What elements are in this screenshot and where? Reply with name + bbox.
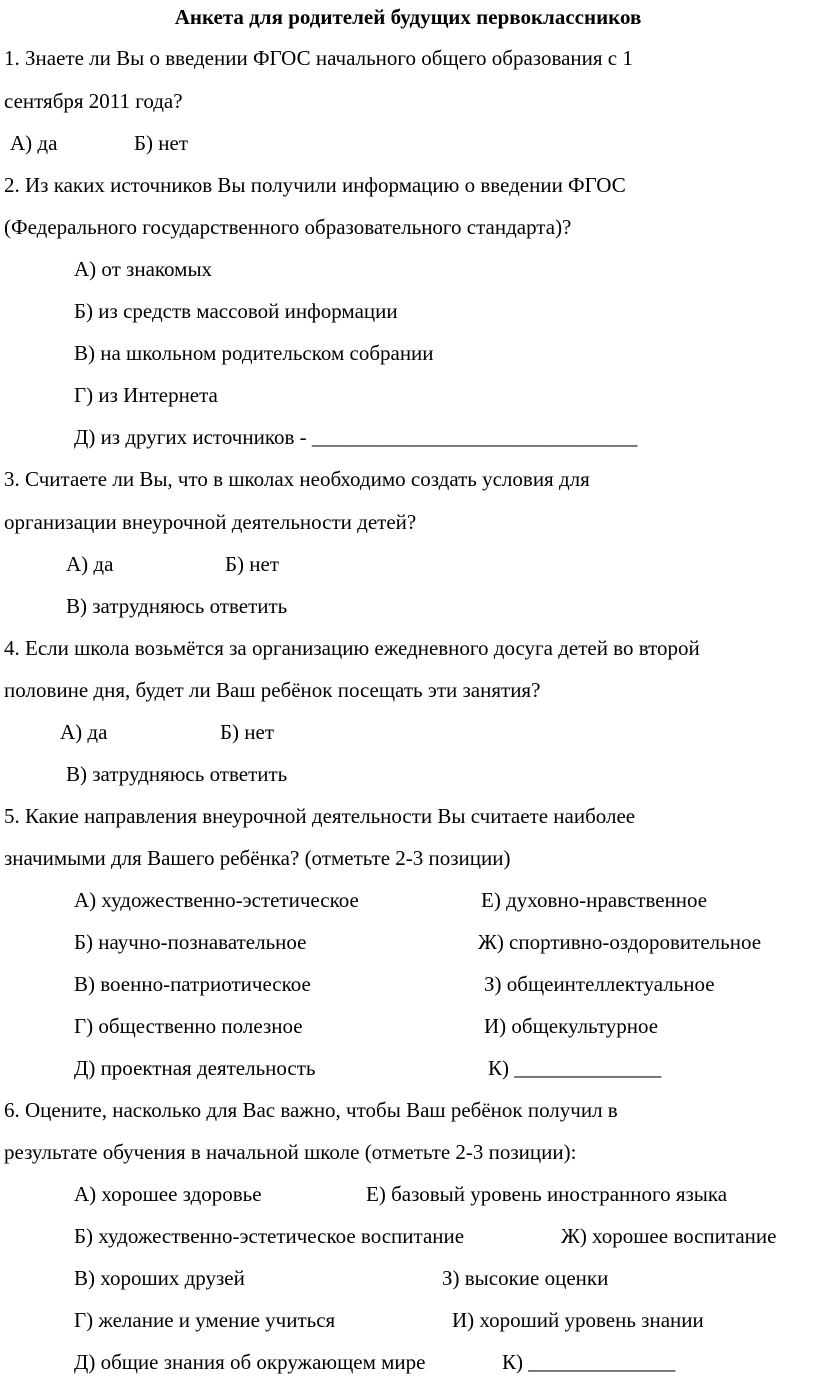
question-5-option-d: Д) проектная деятельность bbox=[74, 1056, 316, 1080]
question-5-text-line1: 5. Какие направления внеурочной деятельности Вы считаете наиболее bbox=[4, 804, 636, 828]
question-1-option-a: А) да bbox=[10, 131, 58, 155]
question-6-option-zh: Ж) хорошее воспитание bbox=[561, 1224, 777, 1248]
question-6-option-a: А) хорошее здоровье bbox=[74, 1182, 262, 1206]
question-4-option-a: А) да bbox=[60, 720, 108, 744]
question-2-option-e: Д) из других источников - _______________________________ bbox=[74, 425, 638, 449]
question-6-option-k: К) ______________ bbox=[502, 1350, 676, 1374]
question-2-option-a: А) от знакомых bbox=[74, 257, 213, 281]
question-4-option-c: В) затрудняюсь ответить bbox=[66, 762, 288, 786]
question-6-option-d: Д) общие знания об окружающем мире bbox=[74, 1350, 426, 1374]
question-4-text-line2: половине дня, будет ли Ваш ребёнок посещать эти занятия? bbox=[4, 678, 541, 702]
question-2-text-line1: 2. Из каких источников Вы получили информацию о введении ФГОС bbox=[4, 173, 626, 197]
question-6-option-v: В) хороших друзей bbox=[74, 1266, 245, 1290]
question-3-text-line1: 3. Считаете ли Вы, что в школах необходимо создать условия для bbox=[4, 467, 590, 491]
question-5-option-v: В) военно-патриотическое bbox=[74, 972, 311, 996]
question-2-option-d: Г) из Интернета bbox=[74, 383, 218, 407]
question-5-text-line2: значимыми для Вашего ребёнка? (отметьте 2-3 позиции) bbox=[4, 846, 511, 870]
question-6-option-g: Г) желание и умение учиться bbox=[74, 1308, 336, 1332]
question-3-option-a: А) да bbox=[66, 552, 114, 576]
question-2-option-b: Б) из средств массовой информации bbox=[74, 299, 398, 323]
question-6-option-z: З) высокие оценки bbox=[442, 1266, 609, 1290]
question-6-text-line1: 6. Оцените, насколько для Вас важно, чтобы Ваш ребёнок получил в bbox=[4, 1098, 618, 1122]
question-1-text-line1: 1. Знаете ли Вы о введении ФГОС начального общего образования с 1 bbox=[4, 46, 633, 70]
question-2-option-c: В) на школьном родительском собрании bbox=[74, 341, 434, 365]
question-5-option-zh: Ж) спортивно-оздоровительное bbox=[478, 930, 762, 954]
question-6-option-e: Е) базовый уровень иностранного языка bbox=[366, 1182, 728, 1206]
question-6-text-line2: результате обучения в начальной школе (отметьте 2-3 позиции): bbox=[4, 1140, 577, 1164]
question-5-option-b: Б) научно-познавательное bbox=[74, 930, 307, 954]
question-4-option-b: Б) нет bbox=[220, 720, 275, 744]
question-1-option-b: Б) нет bbox=[134, 131, 189, 155]
question-3-option-b: Б) нет bbox=[225, 552, 280, 576]
question-1-text-line2: сентября 2011 года? bbox=[4, 89, 183, 113]
question-5-option-e: Е) духовно-нравственное bbox=[481, 888, 708, 912]
question-3-option-c: В) затрудняюсь ответить bbox=[66, 594, 288, 618]
question-5-option-g: Г) общественно полезное bbox=[74, 1014, 303, 1038]
question-6-option-b: Б) художественно-эстетическое воспитание bbox=[74, 1224, 465, 1248]
question-5-option-k: К) ______________ bbox=[488, 1056, 662, 1080]
question-4-text-line1: 4. Если школа возьмётся за организацию ежедневного досуга детей во второй bbox=[4, 636, 700, 660]
question-5-option-i: И) общекультурное bbox=[484, 1014, 659, 1038]
question-5-option-a: А) художественно-эстетическое bbox=[74, 888, 359, 912]
page-title: Анкета для родителей будущих первоклассников bbox=[174, 5, 642, 29]
question-2-text-line2: (Федерального государственного образовательного стандарта)? bbox=[4, 215, 572, 239]
question-5-option-z: З) общеинтеллектуальное bbox=[484, 972, 715, 996]
question-6-option-i: И) хороший уровень знании bbox=[452, 1308, 704, 1332]
question-3-text-line2: организации внеурочной деятельности детей? bbox=[4, 510, 417, 534]
